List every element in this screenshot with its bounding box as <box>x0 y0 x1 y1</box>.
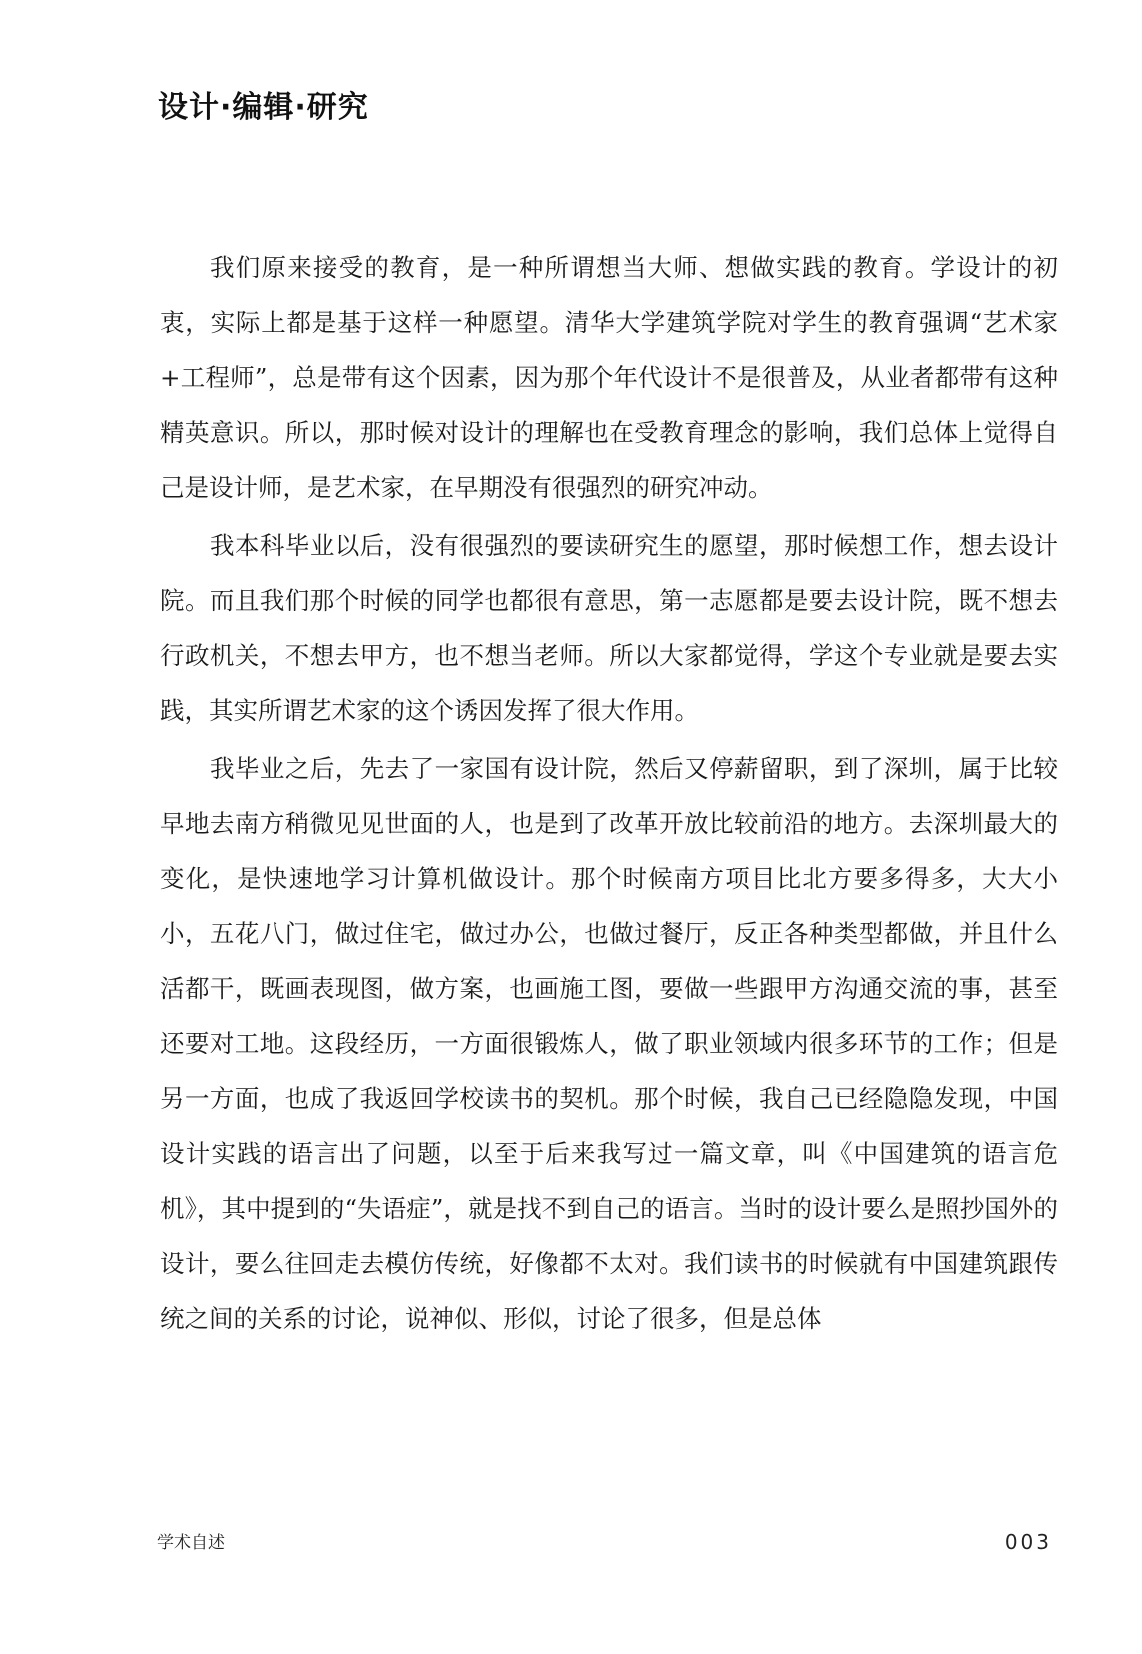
paragraph: 我们原来接受的教育，是一种所谓想当大师、想做实践的教育。学设计的初衷，实际上都是基于这样一种愿望。清华大学建筑学院对学生的教育强调“艺术家+工程师”，总是带有这个因素，因为那个年代设计不是很普及，从业者都带有这种精英意识。所以，那时候对设计的理解也在受教育理念的影响，我们总体上觉得自己是设计师，是艺术家，在早期没有很强烈的研究冲动。 <box>160 253 1058 502</box>
page-number: 003 <box>1004 1530 1052 1554</box>
paragraph: 我毕业之后，先去了一家国有设计院，然后又停薪留职，到了深圳，属于比较早地去南方稍微见见世面的人，也是到了改革开放比较前沿的地方。去深圳最大的变化，是快速地学习计算机做设计。那个时候南方项目比北方要多得多，大大小小，五花八门，做过住宅，做过办公，也做过餐厅，反正各种类型都做，并且什么活都干，既画表现图，做方案，也画施工图，要做一些跟甲方沟通交流的事，甚至还要对工地。这段经历，一方面很锻炼人，做了职业领域内很多环节的工作；但是另一方面，也成了我返回学校读书的契机。那个时候，我自己已经隐隐发现，中国设计实践的语言出了问题，以至于后来我写过一篇文章，叫《中国建筑的语言危机》，其中提到的“失语症”，就是找不到自己的语言。当时的设计要么是照抄国外的设计，要么往回走去模仿传统，好像都不太对。我们读书的时候就有中国建筑跟传统之间的关系的讨论，说神似、形似，讨论了很多，但是总体 <box>160 754 1058 1333</box>
footer-book-title: 学术自述 <box>157 1533 225 1553</box>
body-text <box>160 240 1058 1346</box>
paragraph: 我本科毕业以后，没有很强烈的要读研究生的愿望，那时候想工作，想去设计院。而且我们那个时候的同学也都很有意思，第一志愿都是要去设计院，既不想去行政机关，不想去甲方，也不想当老师。所以大家都觉得，学这个专业就是要去实践，其实所谓艺术家的这个诱因发挥了很大作用。 <box>160 531 1058 725</box>
page-title: 设计·编辑·研究 <box>158 90 369 125</box>
